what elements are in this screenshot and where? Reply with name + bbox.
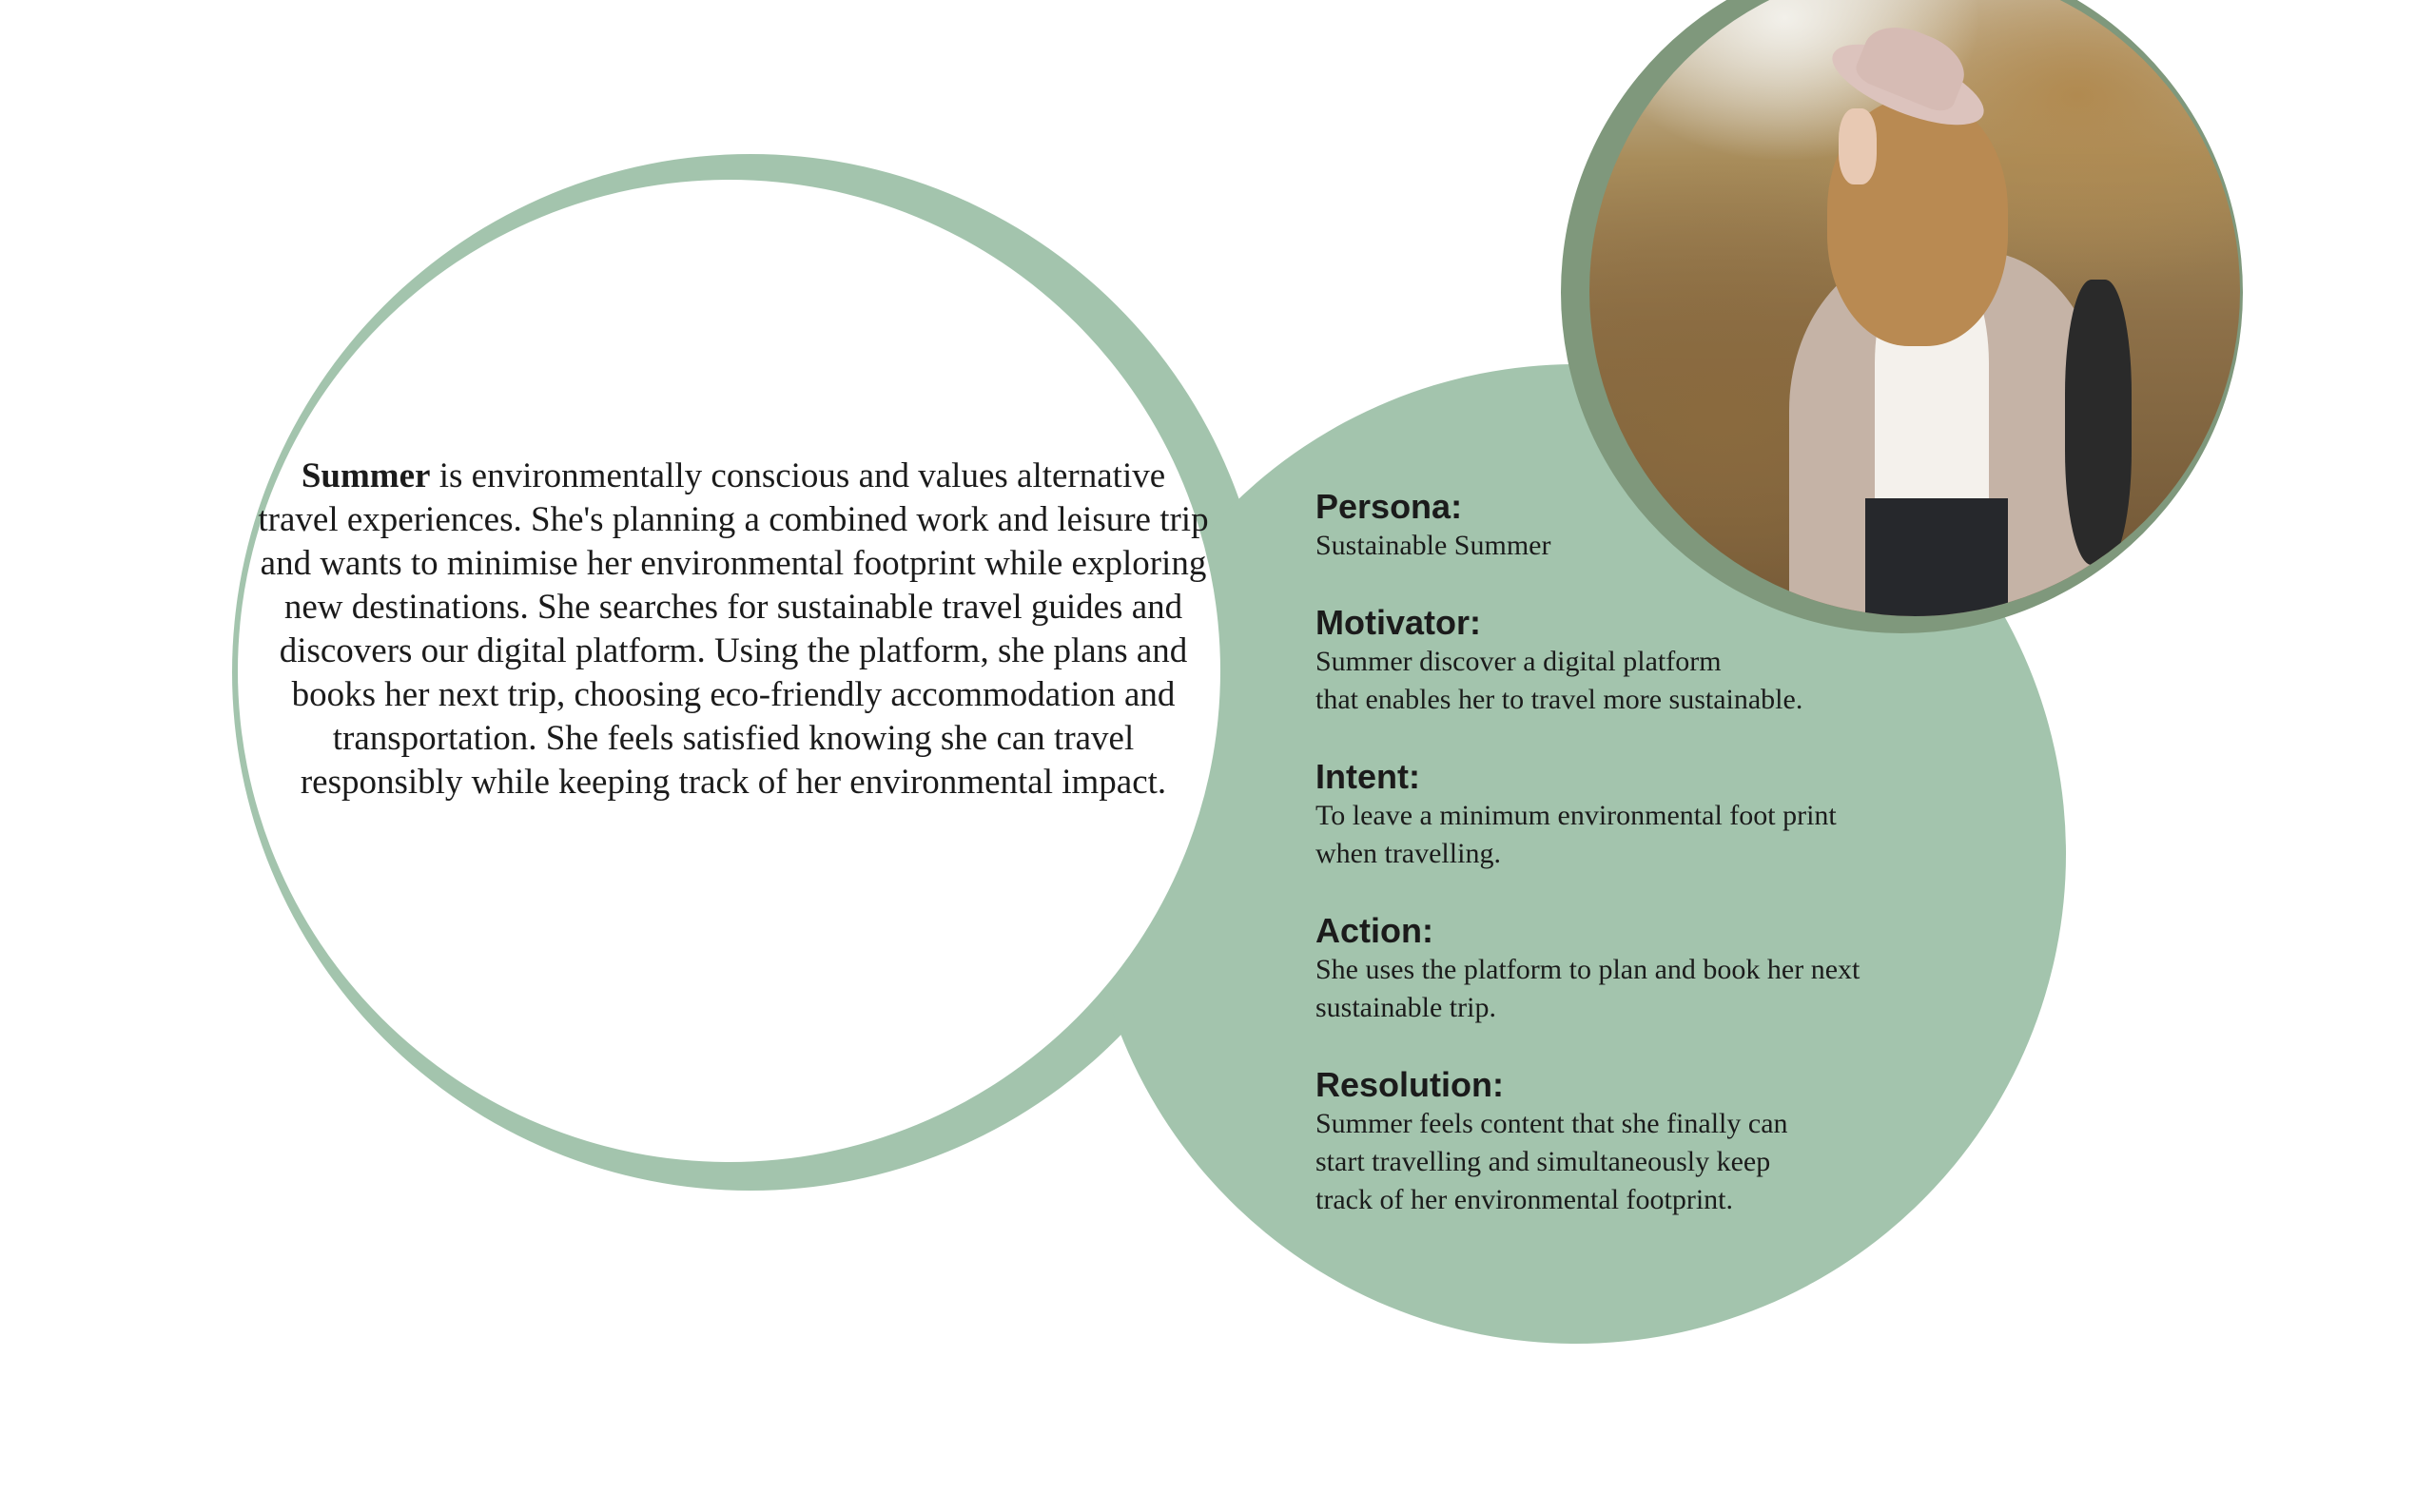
section-intent [1315,757,2038,873]
photo-sleeve [2065,280,2132,565]
section-persona [1315,487,2038,565]
section-title: Persona: [1315,487,1463,526]
story-paragraph [258,455,1209,804]
section-body: Summer discover a digital platform that enables her to travel more sustainable. [1315,646,1803,715]
photo-face [1839,108,1877,184]
section-title: Action: [1315,911,1433,950]
section-resolution [1315,1065,2038,1219]
section-body: Summer feels content that she finally can start travelling and simultaneously keep track of her environmental footprint. [1315,1108,1788,1215]
persona-name: Summer [301,456,431,495]
section-title: Resolution: [1315,1065,1504,1104]
section-body: Sustainable Summer [1315,530,1551,561]
section-title: Motivator: [1315,603,1481,642]
section-action [1315,911,2038,1027]
section-title: Intent: [1315,757,1420,796]
story-text: is environmentally conscious and values alternative travel experiences. She's planning a combined work and leisure trip and wants to minimise her environmental footprint while exploring new destinations. She searches for sustainable travel guides and discovers our digital platform. Using the platform, she plans and books her next trip, choosing eco-friendly accommodation and transportation. She feels satisfied knowing she can travel responsibly while keeping track of her environmental impact. [258,456,1209,802]
section-motivator [1315,603,2038,719]
section-body: She uses the platform to plan and book her next sustainable trip. [1315,954,1860,1023]
section-body: To leave a minimum environmental foot print when travelling. [1315,800,1837,869]
